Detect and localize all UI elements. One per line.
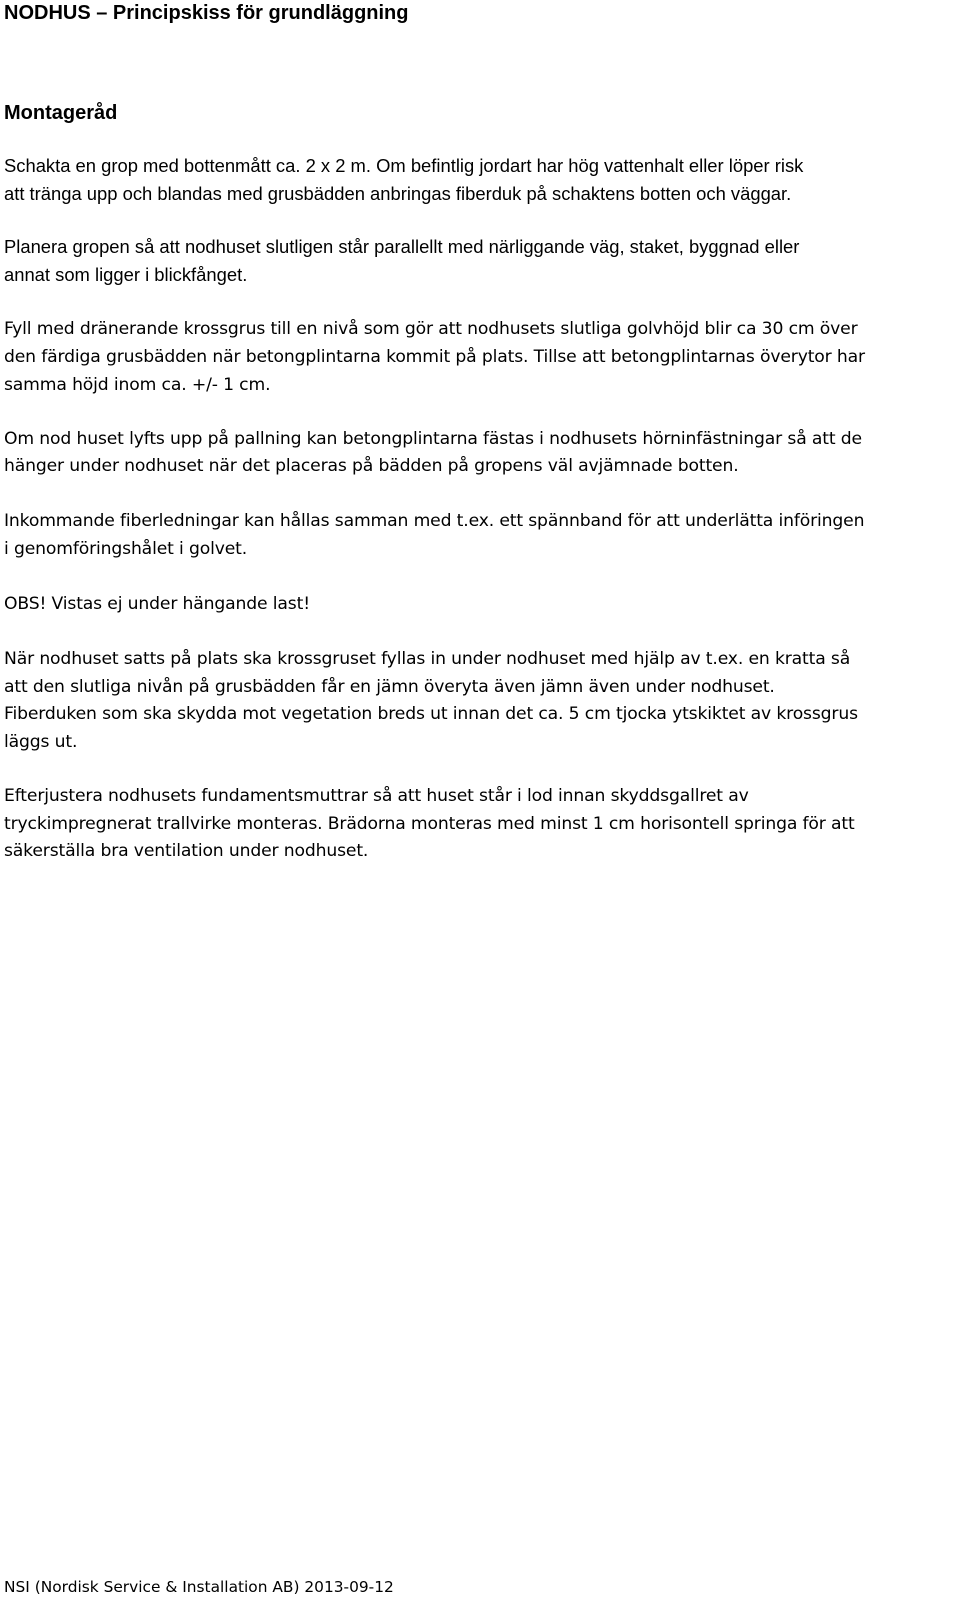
paragraph-line: annat som ligger i blickfånget. [4, 264, 248, 285]
paragraph-line: hänger under nodhuset när det placeras på bädden på gropens väl avjämnade botten. [4, 456, 739, 476]
paragraph-line: Om nod huset lyfts upp på pallning kan betongplintarna fästas i nodhusets hörninfästningar så att de [4, 429, 862, 449]
paragraph-line: samma höjd inom ca. +/- 1 cm. [4, 375, 271, 395]
paragraph-line: att den slutliga nivån på grusbädden får en jämn överyta även jämn även under nodhuset. [4, 677, 775, 697]
paragraph-line: läggs ut. [4, 732, 78, 752]
paragraph-line: När nodhuset satts på plats ska krossgruset fyllas in under nodhuset med hjälp av t.ex. en kratta så [4, 649, 851, 669]
paragraph-line: säkerställa bra ventilation under nodhuset. [4, 841, 369, 861]
paragraph-line: att tränga upp och blandas med grusbädden anbringas fiberduk på schaktens botten och väggar. [4, 183, 792, 204]
paragraph-line: Schakta en grop med bottenmått ca. 2 x 2 m. Om befintlig jordart har hög vattenhalt eller löper risk [4, 155, 804, 176]
paragraph-line: Fiberduken som ska skydda mot vegetation breds ut innan det ca. 5 cm tjocka ytskiktet av krossgrus [4, 704, 858, 724]
paragraph-line: den färdiga grusbädden när betongplintarna kommit på plats. Tillse att betongplintarnas överytor har [4, 347, 865, 367]
section-heading: Montageråd [4, 102, 118, 124]
paragraph-line: Planera gropen så att nodhuset slutligen står parallellt med närliggande väg, staket, byggnad eller [4, 236, 800, 257]
paragraph-line: i genomföringshålet i golvet. [4, 539, 248, 559]
warning-line: OBS! Vistas ej under hängande last! [4, 594, 310, 614]
document-title: NODHUS – Principskiss för grundläggning [4, 2, 409, 24]
paragraph-line: Efterjustera nodhusets fundamentsmuttrar så att huset står i lod innan skyddsgallret av [4, 786, 749, 806]
paragraph-line: Fyll med dränerande krossgrus till en nivå som gör att nodhusets slutliga golvhöjd blir ca 30 cm över [4, 319, 858, 339]
paragraph-line: Inkommande fiberledningar kan hållas samman med t.ex. ett spännband för att underlätta införingen [4, 511, 865, 531]
page-footer: NSI (Nordisk Service & Installation AB) 2013-09-12 [4, 1578, 394, 1596]
paragraph-line: tryckimpregnerat trallvirke monteras. Brädorna monteras med minst 1 cm horisontell springa för att [4, 814, 855, 834]
